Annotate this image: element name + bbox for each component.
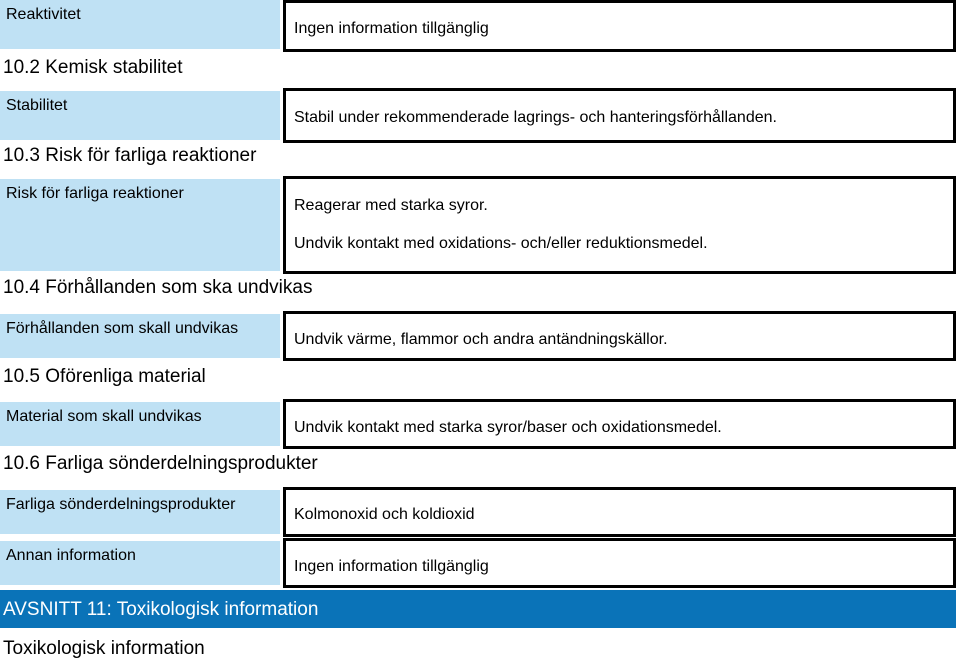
section-heading-10-2: 10.2 Kemisk stabilitet — [3, 57, 183, 78]
value-other-information-text: Ingen information tillgänglig — [294, 558, 489, 575]
value-hazardous-reactions-line-2: Undvik kontakt med oxidations- och/eller reduktionsmedel. — [294, 235, 708, 252]
label-reactivity: Reaktivitet — [0, 0, 280, 49]
label-hazardous-reactions: Risk för farliga reaktioner — [0, 179, 280, 271]
label-materials: Material som skall undvikas — [0, 402, 280, 446]
section-11-banner — [0, 590, 956, 628]
value-reactivity — [283, 0, 956, 52]
value-stability-text: Stabil under rekommenderade lagrings- och hanteringsförhållanden. — [294, 109, 777, 126]
value-conditions-text: Undvik värme, flammor och andra antändningskällor. — [294, 331, 668, 348]
section-heading-10-5: 10.5 Oförenliga material — [3, 366, 206, 387]
value-materials-text: Undvik kontakt med starka syror/baser och oxidationsmedel. — [294, 419, 722, 436]
section-heading-10-6: 10.6 Farliga sönderdelningsprodukter — [3, 453, 318, 474]
value-hazardous-reactions — [283, 176, 956, 274]
value-materials — [283, 399, 956, 449]
value-stability — [283, 88, 956, 143]
section-11-title: AVSNITT 11: Toxikologisk information — [3, 599, 319, 620]
label-other-information: Annan information — [0, 541, 280, 585]
value-reactivity-text: Ingen information tillgänglig — [294, 20, 489, 37]
value-conditions — [283, 311, 956, 361]
subheading-toxicological-information: Toxikologisk information — [3, 638, 205, 659]
value-other-information — [283, 538, 956, 588]
label-conditions: Förhållanden som skall undvikas — [0, 314, 280, 358]
label-stability: Stabilitet — [0, 91, 280, 140]
section-heading-10-4: 10.4 Förhållanden som ska undvikas — [3, 277, 313, 298]
value-decomposition-text: Kolmonoxid och koldioxid — [294, 506, 475, 523]
value-hazardous-reactions-line-1: Reagerar med starka syror. — [294, 197, 488, 214]
section-heading-10-3: 10.3 Risk för farliga reaktioner — [3, 145, 257, 166]
label-decomposition: Farliga sönderdelningsprodukter — [0, 490, 280, 534]
value-decomposition — [283, 487, 956, 537]
